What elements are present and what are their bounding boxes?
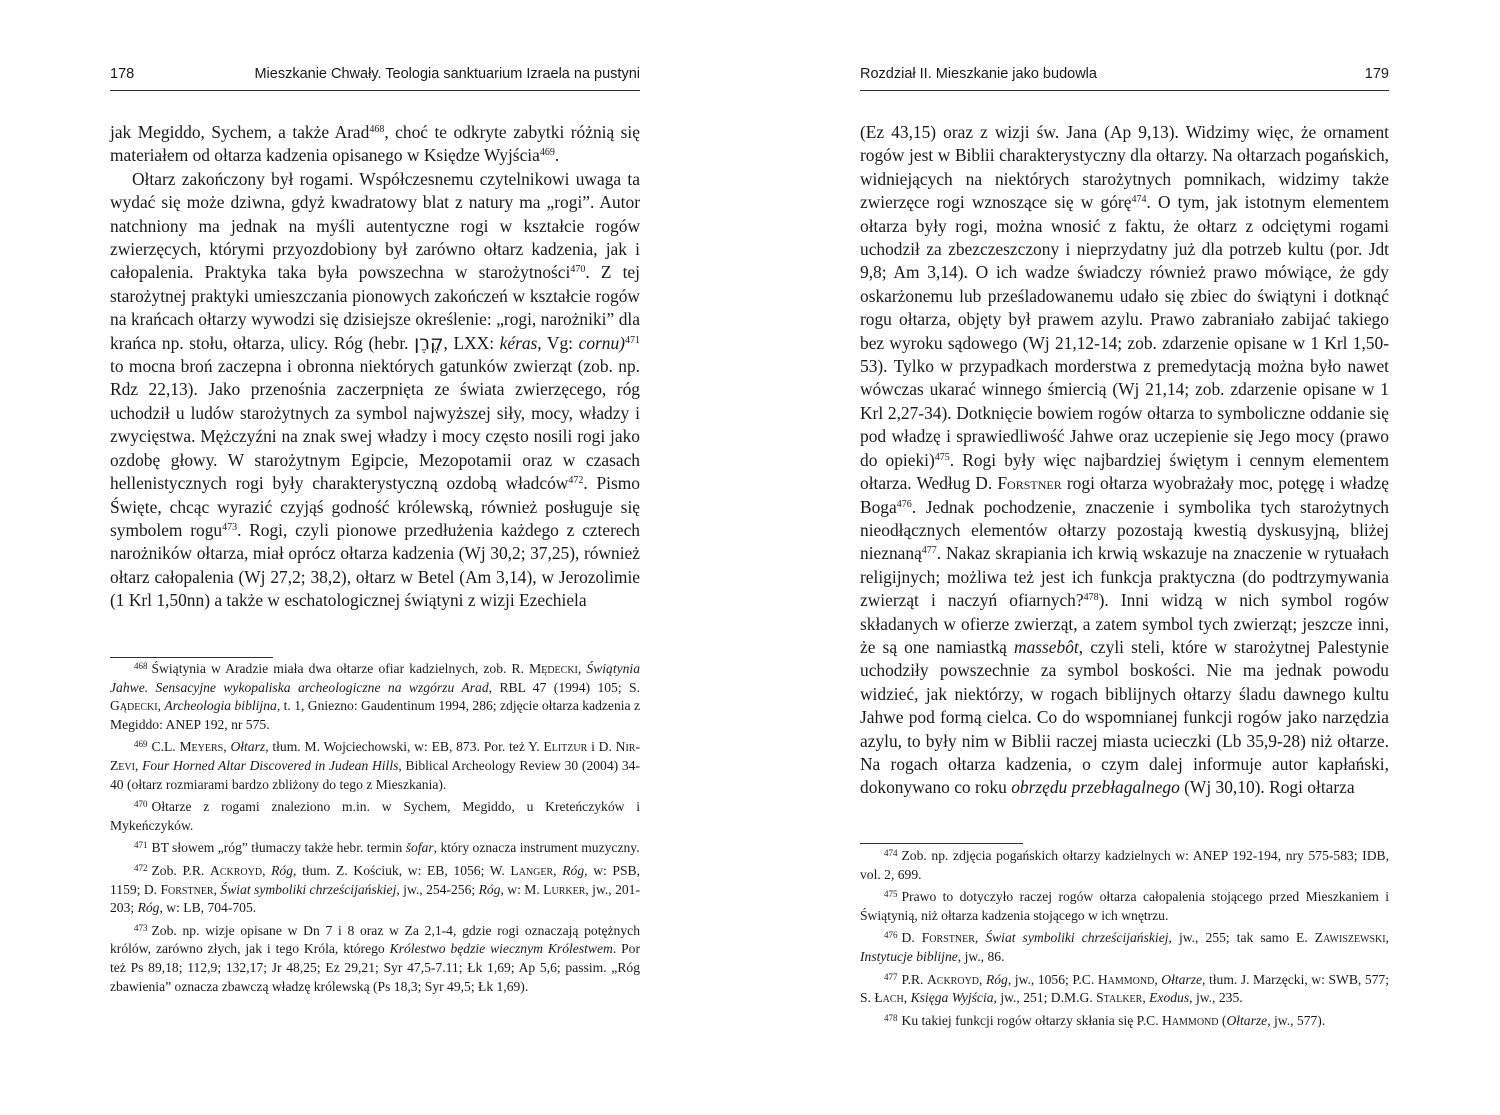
left-page-body-text: jak Megiddo, Sychem, a także Arad$^{468}$, choć te odkryte zabytki różnią się materiałem od ołtarza kadzenia opisanego w Księdze Wyjścia$^{469}$. Ołtarz zakończony był rogami. Współczesnemu czytelnikowi uwaga ta wydać się może dziwna, gdyż kwadratowy blat z natury ma „rogi”. Autor natchniony ma jednak na myśli autentyczne rogi w kształcie rogów zwierzęcych, którymi przyozdobiony był zarówno ołtarz kadzenia, jak i całopalenia. Praktyka taka była powszechna w starożytności$^{470}$. Z tej starożytnej praktyki umieszczania pionowych zakończeń w kształcie rogów na krańcach ołtarzy wywodzi się dzisiejsze określenie: „rogi, narożniki” dla krańca np. stołu, ołtarza, ulicy. Róg (hebr. קֶרֶן, LXX: kéras, Vg: cornu)$^{471}$ to mocna broń zaczepna i obronna niektórych gatunków zwierząt (zob. np. Rdz 22,13). Jako przenośnia zaczerpnięta ze świata zwierzęcego, róg uchodził u ludów starożytnych za symbol najwyższej siły, mocy, władzy i zwycięstwa. Mężczyźni na znak swej władzy i mocy często nosili rogi jako ozdobę głowy. W starożytnym Egipcie, Mezopotamii oraz w czasach hellenistycznych rogi były charakterystyczną ozdobą władców$^{472}$. Pismo Święte, chcąc wyrazić czyjąś godność królewską, również posługuje się symbolem rogu$^{473}$. Rogi, czyli pionowe przedłużenia każdego z czterech narożników ołtarza, miał oprócz ołtarza kadzenia (Wj 30,2; 37,25), również ołtarz całopalenia (Wj 27,2; 38,2), ołtarz w Betel (Am 3,14), w Jerozolimie (1 Krl 1,50nn) a także w eschatologicznej świątyni z wizji Ezechiela [110,122,640,611]
footnote-477 [860,971,1389,1008]
footnote-text: BT słowem „róg” tłumaczy także hebr. termin šofar, który oznacza instrument muzyczny. [151,840,640,856]
footnote-number: 475 [884,889,898,900]
left-footnotes [110,660,640,1000]
footnote-468 [110,660,640,734]
footnote-text: D. Forstner, Świat symboliki chrześcijańskiej, jw., 255; tak samo E. Zawiszewski, Instytucje biblijne, jw., 86. [860,930,1390,964]
footnote-text: Świątynia w Aradzie miała dwa ołtarze ofiar kadzielnych, zob. R. Mędecki, Świątynia Jahwe. Sensacyjne wykopaliska archeologiczne na wzgórzu Arad, RBL 47 (1994) 105; S. Gądecki, Archeologia biblijna, t. 1, Gniezno: Gaudentinum 1994, 286; zdjęcie ołtarza kadzenia z Megiddo: ANEP 192, nr 575. [110,661,641,732]
footnote-476 [860,929,1389,966]
footnote-475 [860,888,1389,925]
footnote-text: Ołtarze z rogami znaleziono m.in. w Sychem, Megiddo, u Kreteńczyków i Mykeńczyków. [110,799,640,833]
footnote-number: 468 [134,661,148,671]
running-title-right: Rozdział II. Mieszkanie jako budowla [860,66,1097,82]
footnote-number: 469 [134,739,148,750]
footnote-text: Zob. P.R. Ackroyd, Róg, tłum. Z. Kościuk, w: EB, 1056; W. Langer, Róg, w: PSB, 1159; D. Forstner, Świat symboliki chrześcijańskiej, jw., 254-256; Róg, w: M. Lurker, jw., 201-203; Róg, w: LB, 704-705. [110,862,641,916]
running-title-left: Mieszkanie Chwały. Teologia sanktuarium Izraela na pustyni [254,66,640,82]
page-number-left: 178 [110,66,135,82]
footnote-478 [860,1012,1389,1031]
footnote-473 [110,922,640,996]
footnote-471 [110,839,640,858]
footnote-474 [860,847,1389,884]
footnote-number: 478 [884,1012,898,1023]
footnote-separator-left [110,657,273,658]
left-page [110,0,640,1115]
left-page-header [110,64,640,91]
footnote-number: 474 [884,848,898,858]
page-number-right: 179 [1364,66,1389,82]
right-page-body-text: (Ez 43,15) oraz z wizji św. Jana (Ap 9,13). Widzimy więc, że ornament rogów jest w Biblii charakterystyczny dla ołtarzy. Na ołtarzach pogańskich, widniejących na niektórych starożytnych pomnikach, widzimy także zwierzęce rogi wznoszące się w górę$^{474}$. O tym, jak istotnym elementem ołtarza były rogi, można wnosić z faktu, że ołtarz z odciętymi rogami uchodził za zbezczeszczony i nieprzydatny już dla potrzeb kultu (por. Jdt 9,8; Am 3,14). O ich wadze świadczy również prawo mówiące, że gdy oskarżonemu lub prześladowanemu udało się zbiec do świątyni i dotknąć rogu ołtarza, objęty był prawem azylu. Prawo zabraniało zabijać takiego bez wyroku sądowego (Wj 21,12-14; zob. zdarzenie opisane w 1 Krl 1,50-53). Tylko w przypadkach morderstwa z premedytacją można było nawet wówczas ukarać winnego śmiercią (Wj 21,14; zob. zdarzenie opisane w 1 Krl 2,27-34). Dotknięcie bowiem rogów ołtarza to symboliczne oddanie się pod władzę i sprawiedliwość Jahwe oraz uczepienie się Jego mocy (prawo do opieki)$^{475}$. Rogi były więc najbardziej świętym i cennym elementem ołtarza. Według D. Forstner rogi ołtarza wyobrażały moc, potęgę i władzę Boga$^{476}$. Jednak pochodzenie, znaczenie i symbolika tych starożytnych nieodłącznych elementów ołtarzy pozostają kwestią dyskusyjną, bliżej nieznaną$^{477}$. Nakaz skrapiania ich krwią wskazuje na znaczenie w rytuałach religijnych; możliwa też jest ich funkcja praktyczna (do podtrzymywania zwierząt i naczyń ofiarnych?$^{478}$). Inni widzą w nich symbol rogów składanych w ofierze zwierząt, a zatem symbol tych zwierząt; jeszcze inni, że są one namiastką massebôt, czyli steli, które w starożytnej Palestynie uchodziły powszechnie za symbol boskości. Nie ma jednak powodu widzieć, jak niektórzy, w rogach biblijnych ołtarzy śladu dawnego kultu Jahwe pod formą cielca. Co do wspomnianej funkcji rogów jako narzędzia azylu, to były nim w Biblii raczej miasta ucieczki (Lb 35,9-28) niż ołtarze. Na rogach ołtarza kadzenia, o czym dalej informuje autor kapłański, dokonywano co roku obrzędu przebłagalnego (Wj 30,10). Rogi ołtarza [860,122,1390,798]
footnote-text: Zob. np. wizje opisane w Dn 7 i 8 oraz w Za 2,1-4, gdzie rogi oznaczają potężnych królów, zarówno złych, jak i tego Króla, którego Królestwo będzie wiecznym Królestwem. Por też Ps 89,18; 112,9; 132,17; Jr 48,25; Ez 29,21; Syr 47,5-7.11; Łk 1,69; Ap 5,6; passim. „Róg zbawienia” oznacza zbawczą władzę królewską (Ps 18,3; Syr 49,5; Łk 1,69). [110,922,641,994]
footnote-number: 472 [134,862,148,873]
right-footnotes [860,847,1389,1034]
footnote-text: P.R. Ackroyd, Róg, jw., 1056; P.C. Hammond, Ołtarze, tłum. J. Marzęcki, w: SWB, 577; S. Łach, Księga Wyjścia, jw., 251; D.M.G. Stalker, Exodus, jw., 235. [860,971,1390,1006]
footnote-number: 476 [884,930,898,941]
footnote-469 [110,738,640,794]
footnote-text: Ku takiej funkcji rogów ołtarzy skłania się P.C. Hammond (Ołtarze, jw., 577). [901,1012,1326,1028]
footnote-470 [110,798,640,835]
footnote-text: C.L. Meyers, Ołtarz, tłum. M. Wojciechowski, w: EB, 873. Por. też Y. Elitzur i D. Nir-Zevi, Four Horned Altar Discovered in Judean Hills, Biblical Archeology Review 30 (2004) 34-40 (ołtarz rozmiarami bardzo zbliżony do tego z Mieszkania). [110,739,641,792]
footnote-text: Prawo to dotyczyło raczej rogów ołtarza całopalenia stojącego przed Mieszkaniem i Świątynią, niż ołtarza kadzenia stojącego w ich wnętrzu. [860,889,1389,923]
right-page [860,0,1389,1115]
footnote-number: 470 [134,799,148,810]
footnote-text: Zob. np. zdjęcia pogańskich ołtarzy kadzielnych w: ANEP 192-194, nry 575-583; IDB, vol. 2, 699. [860,848,1389,882]
footnote-number: 477 [884,971,898,982]
footnote-separator-right [860,843,1023,844]
footnote-472 [110,862,640,918]
footnote-number: 473 [134,922,148,933]
right-page-header [860,64,1389,91]
footnote-number: 471 [134,840,148,851]
